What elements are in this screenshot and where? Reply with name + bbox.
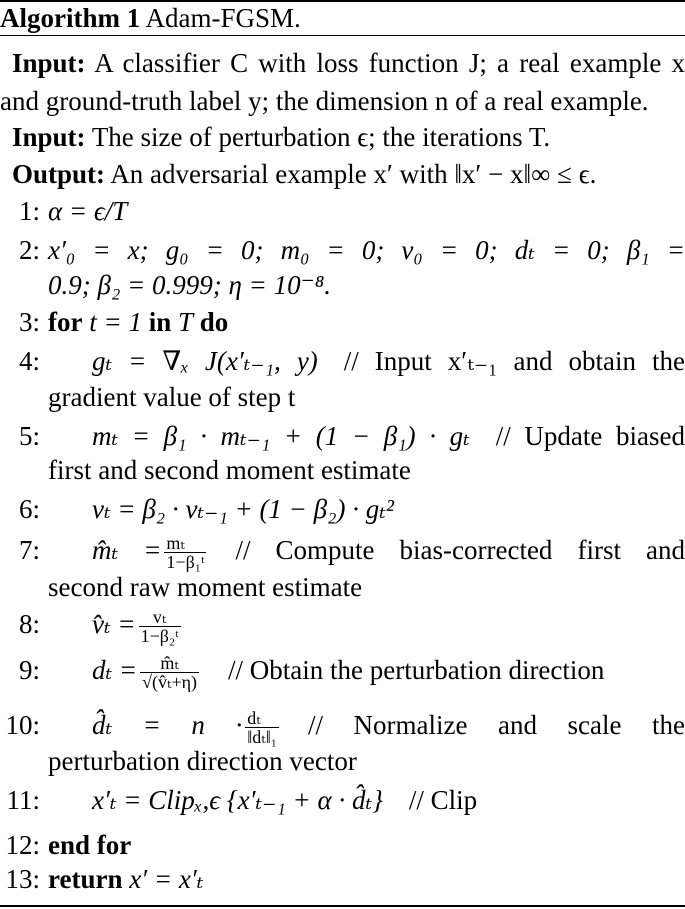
algo-line-5-cont: [0, 452, 685, 488]
line-number: 1:: [18, 196, 40, 226]
math: α = ϵ/T: [48, 196, 128, 226]
line-number: 11:: [6, 785, 40, 815]
algo-line-10-cont: [0, 743, 685, 779]
comment: perturbation direction vector: [48, 746, 357, 776]
output-line: [0, 156, 685, 192]
algorithm-label: Algorithm 1: [0, 3, 141, 33]
algo-line-13: [0, 861, 685, 897]
math: mₜ = β₁ · mₜ₋₁ + (1 − β₁) · gₜ: [92, 421, 470, 451]
comment: // Update biased: [495, 421, 685, 451]
comment: first and second moment estimate: [48, 455, 411, 485]
math: T: [178, 307, 194, 337]
input-line-1b: [0, 83, 685, 119]
comment: // Compute bias-corrected first and: [235, 535, 685, 565]
math: m̂ₜ =: [92, 535, 162, 565]
denominator: ‖dₜ‖₁: [247, 727, 278, 748]
algo-line-8: [0, 606, 685, 647]
numerator: vₜ: [152, 607, 167, 628]
algo-line-1: [0, 193, 685, 229]
input-line-2: [0, 119, 685, 155]
bottom-rule: [0, 905, 685, 907]
denominator: √(v̂ₜ+η): [142, 672, 198, 693]
math: v̂ₜ =: [92, 609, 136, 639]
input-label: Input:: [12, 122, 86, 152]
output-label: Output:: [12, 159, 106, 189]
keyword: in: [148, 307, 172, 337]
math: dₜ =: [92, 655, 138, 685]
comment: // Input x′ₜ₋₁ and obtain the: [343, 346, 685, 376]
math: x′ₜ = Clipₓ,ϵ {x′ₜ₋₁ + α · d̂ₜ}: [92, 785, 383, 815]
line-number: 5:: [18, 421, 40, 451]
math: 0.9; β₂ = 0.999; η = 10⁻⁸.: [48, 270, 332, 300]
header-rule: [0, 35, 685, 36]
line-number: 4:: [18, 346, 40, 376]
math: gₜ = ∇ₓ J(x′ₜ₋₁, y): [92, 346, 318, 376]
comment: second raw moment estimate: [48, 572, 363, 602]
input-text-continued: and ground-truth label y; the dimension n of a real example.: [0, 86, 649, 116]
line-number: 13:: [5, 864, 40, 894]
input-text: A classifier C with loss function J; a real example x: [94, 48, 685, 78]
algo-line-12: [0, 827, 685, 863]
comment: // Obtain the perturbation direction: [228, 655, 605, 685]
keyword: for: [48, 307, 83, 337]
math: t = 1: [89, 307, 142, 337]
keyword: end for: [48, 830, 132, 860]
algo-line-6: [0, 491, 685, 527]
input-label: Input:: [12, 48, 86, 78]
algo-line-4: [0, 343, 685, 379]
algo-line-11: [0, 782, 685, 818]
denominator: 1−β₁ᵗ: [166, 552, 205, 573]
input-line-1: [0, 45, 685, 81]
fraction: [140, 654, 199, 691]
algo-line-5: [0, 418, 685, 454]
fraction: [245, 709, 279, 746]
line-number: 7:: [18, 535, 40, 565]
algorithm-header: [0, 0, 685, 36]
algo-line-9: [0, 652, 685, 693]
comment: gradient value of step t: [48, 382, 296, 412]
comment: // Clip: [408, 785, 478, 815]
line-number: 10:: [5, 710, 40, 740]
math: d̂ₜ = n ·: [92, 710, 243, 740]
algorithm-title: Adam-FGSM.: [145, 3, 301, 33]
fraction: [164, 534, 206, 571]
keyword: return: [48, 864, 123, 894]
line-number: 6:: [18, 494, 40, 524]
denominator: 1−β₂ᵗ: [140, 626, 179, 647]
algo-line-10: [0, 707, 685, 748]
algo-line-2-cont: [0, 267, 685, 303]
math: x′ = x′ₜ: [129, 864, 204, 894]
line-number: 9:: [18, 655, 40, 685]
line-number: 12:: [5, 830, 40, 860]
line-number: 3:: [18, 307, 40, 337]
math: vₜ = β₂ · vₜ₋₁ + (1 − β₂) · gₜ²: [92, 494, 394, 524]
keyword: do: [199, 307, 229, 337]
numerator: mₜ: [166, 533, 185, 554]
input-text: The size of perturbation ϵ; the iterations T.: [91, 122, 551, 152]
algo-line-4-cont: [0, 379, 685, 415]
line-number: 8:: [18, 609, 40, 639]
comment: // Normalize and scale the: [308, 710, 685, 740]
fraction: [139, 608, 181, 645]
algo-line-2: [0, 232, 685, 268]
line-number: 2:: [18, 235, 40, 265]
algo-line-3: [0, 304, 685, 340]
algo-line-7-cont: [0, 569, 685, 605]
output-text: An adversarial example x′ with ‖x′ − x‖∞ ≤ ϵ.: [110, 159, 597, 189]
math: x′₀ = x; g₀ = 0; m₀ = 0; v₀ = 0; dₜ = 0; β₁ =: [48, 235, 685, 265]
numerator: m̂ₜ: [160, 653, 179, 674]
algo-line-7: [0, 532, 685, 573]
numerator: dₜ: [247, 708, 261, 729]
